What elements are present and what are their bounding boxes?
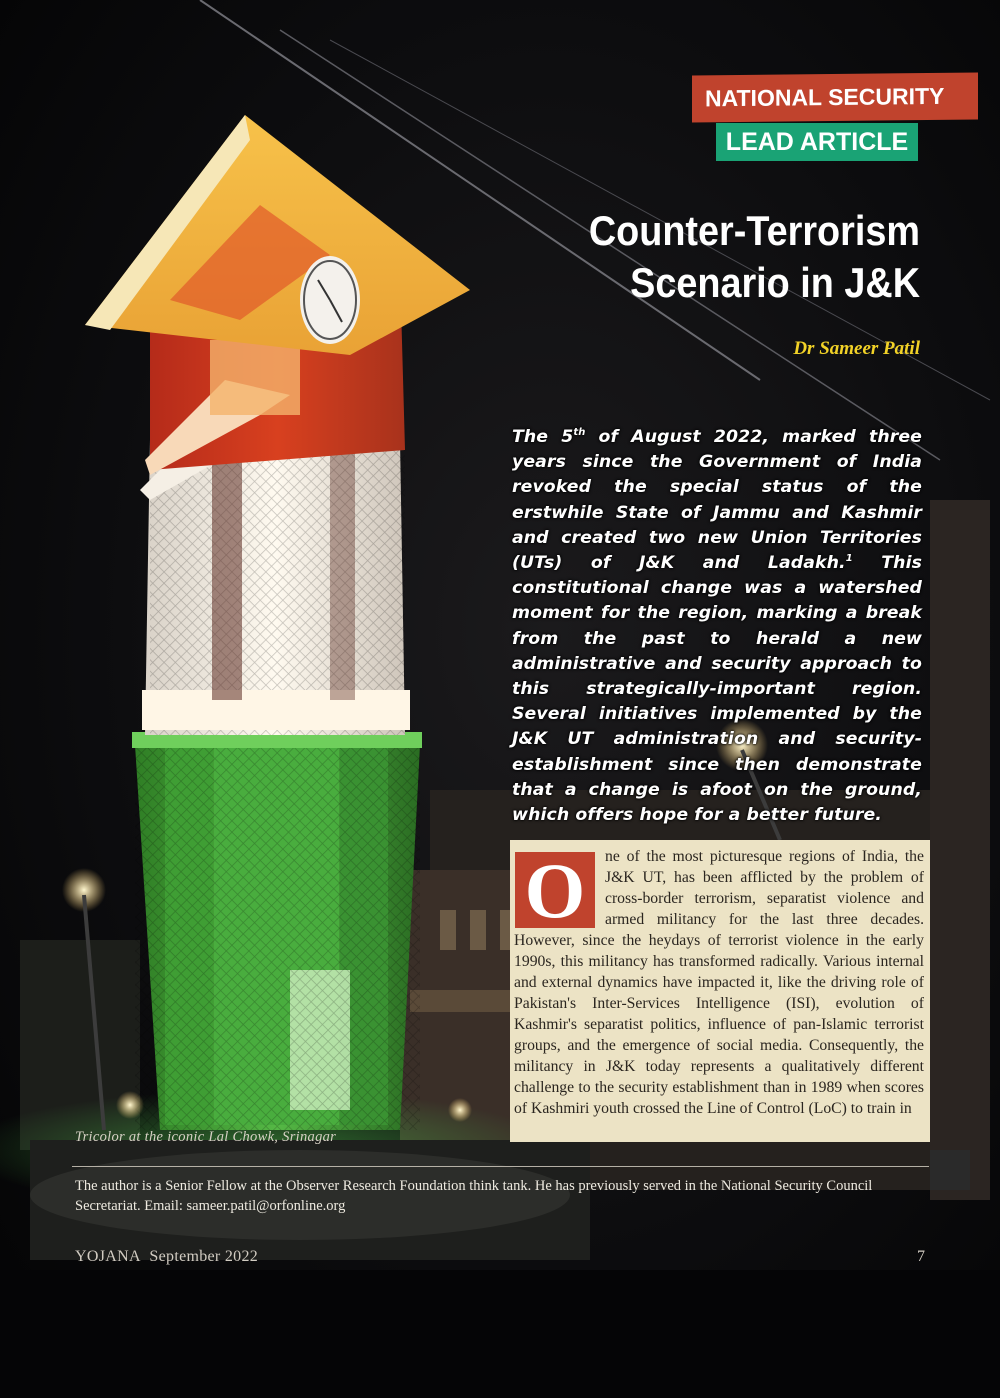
drop-cap: O (515, 852, 595, 928)
section-tag: NATIONAL SECURITY (692, 73, 978, 123)
body-paragraph: ne of the most picturesque regions of India, the J&K UT, has been afflicted by the problem of cross-border terrorism, separatist violence and armed militancy for the last three decades. However, since the heydays of terrorist violence in the early 1990s, this militancy has transformed radically. Various internal and external dynamics have impacted it, like the driving role of Pakistan's Inter-Services Intelligence (ISI), evolution of Kashmir's separatist politics, influence of pan-Islamic terrorist groups, and the emergence of social media. Consequently, the militancy in J&K today represents a qualitatively different challenge to the security establishment than in 1989 when scores of Kashmiri youth crossed the Line of Control (LoC) to train in (514, 848, 924, 1117)
intro-paragraph (512, 425, 922, 828)
article-type-tag: LEAD ARTICLE (716, 123, 918, 161)
author-footnote: The author is a Senior Fellow at the Observer Research Foundation think tank. He has previously served in the National Security Council Secretariat. Email: sameer.patil@orfonline.org (75, 1178, 873, 1214)
magazine-name: YOJANA (75, 1248, 141, 1265)
intro-superscript-th: th (573, 427, 586, 439)
title-line-1: Counter-Terrorism (588, 207, 920, 254)
article-title (515, 205, 920, 309)
photo-caption: Tricolor at the iconic Lal Chowk, Srinagar (75, 1129, 337, 1145)
page-number: 7 (917, 1248, 925, 1265)
title-line-2: Scenario in J&K (630, 259, 920, 306)
footnote-ref: 1 (845, 553, 853, 565)
intro-end: This constitutional change was a watershed moment for the region, marking a break from the past to herald a new administrative and security approach to this strategically-important region. Several initiatives implemented by the J&K UT administration and security-establishment since then demonstrate that a change is afoot on the ground, which offers hope for a better future. (512, 553, 922, 826)
intro-start: The 5 (512, 427, 574, 447)
issue-date: September 2022 (149, 1248, 259, 1265)
footnote-divider (72, 1166, 929, 1167)
intro-middle: of August 2022, marked three years since the Government of India revoked the special status of the erstwhile State of Jammu and Kashmir and created two new Union Territories (UTs) of J&K and Ladakh. (512, 427, 922, 574)
author-byline: Dr Sameer Patil (793, 338, 920, 359)
body-text-box (510, 840, 930, 1142)
footer-publication (75, 1248, 258, 1266)
